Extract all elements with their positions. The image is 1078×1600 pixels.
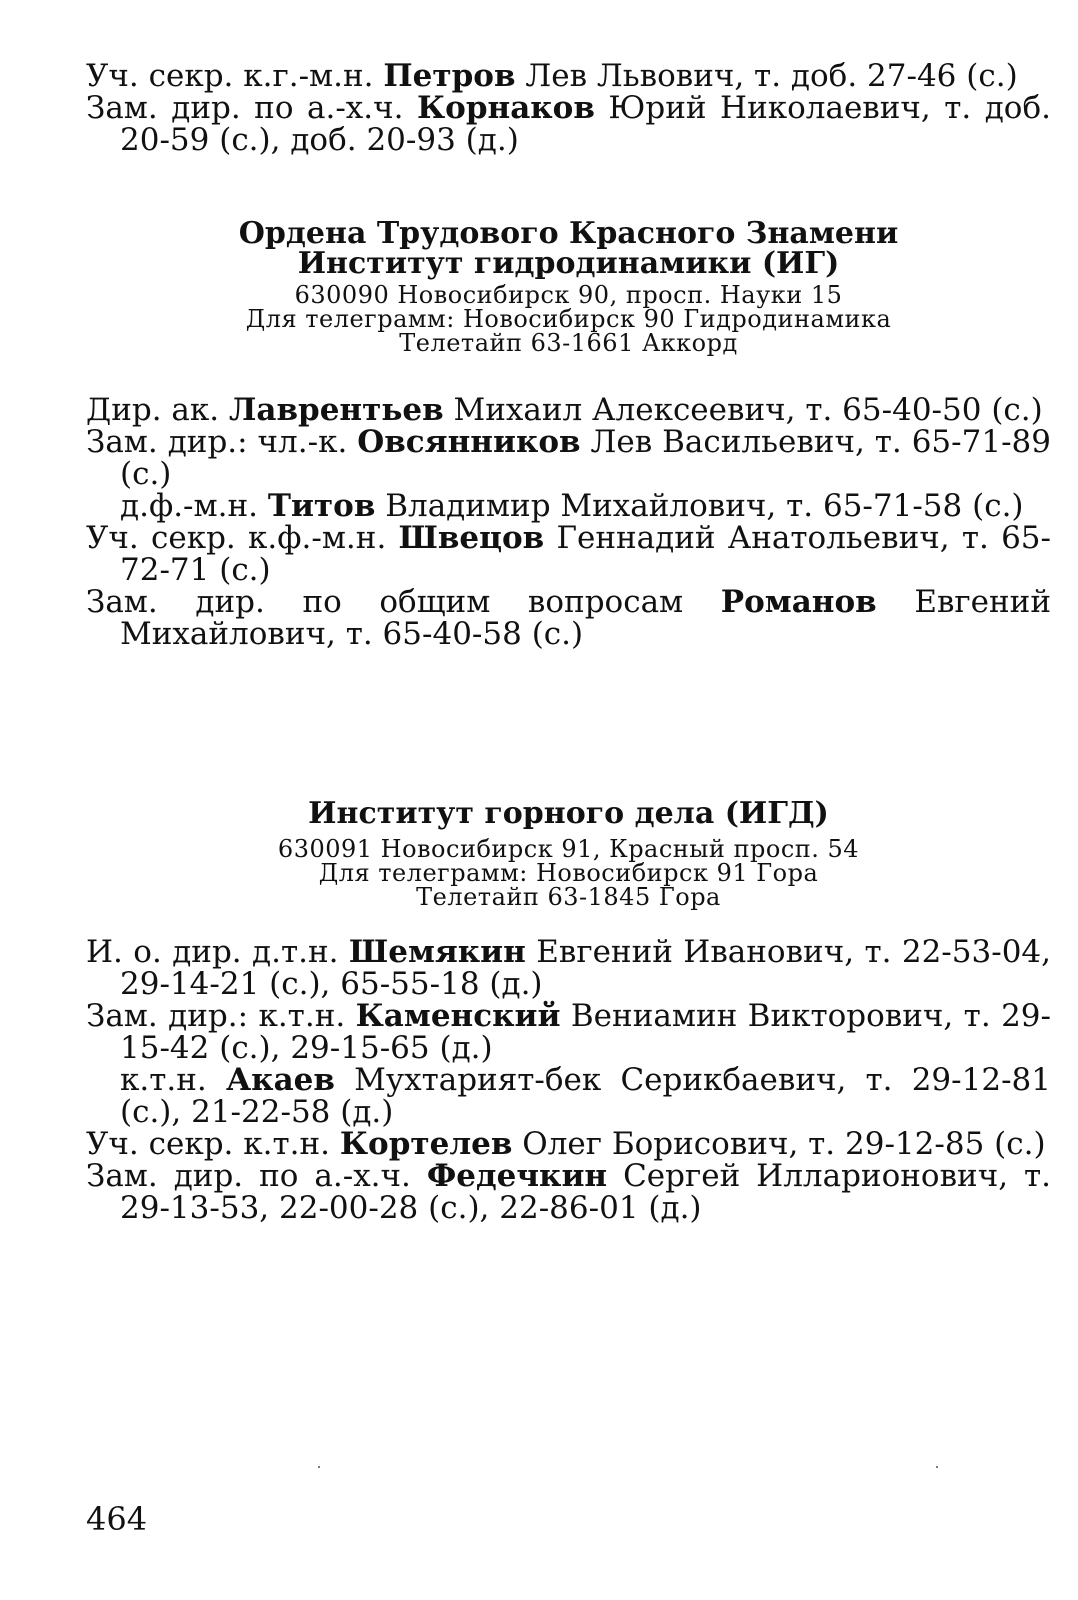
entry-details: Лев Васильевич, т. 65-71-89 (с.) — [120, 424, 1051, 492]
entry-details: Евгений Михайлович, т. 65-40-58 (с.) — [120, 584, 1051, 652]
entry-position: Зам. дир.: к.т.н. — [86, 998, 356, 1034]
entry-surname: Романов — [720, 584, 877, 620]
staff-entry — [86, 936, 1051, 1000]
top-entries — [86, 60, 1051, 156]
entry-surname: Швецов — [398, 520, 545, 556]
page-number: 464 — [86, 1500, 148, 1538]
entry-position: Уч. секр. к.г.-м.н. — [86, 58, 384, 94]
ig-entries — [86, 394, 1051, 650]
entry-position: Зам. дир. по а.-х.ч. — [86, 90, 417, 126]
entry-details: Вениамин Викторович, т. 29-15-42 (с.), 29-15-65 (д.) — [120, 998, 1051, 1066]
institute-address: 630090 Новосибирск 90, просп. Науки 15 — [294, 281, 843, 309]
institute-ig-heading — [86, 216, 1051, 357]
entry-position: И. о. дир. д.т.н. — [86, 934, 349, 970]
entry-position: к.т.н. — [120, 1062, 226, 1098]
staff-entry — [86, 1128, 1051, 1160]
entry-position: Зам. дир. по общим вопросам — [86, 584, 721, 620]
entry-surname: Кортелев — [339, 1126, 513, 1162]
entry-position: Уч. секр. к.т.н. — [86, 1126, 340, 1162]
entry-surname: Петров — [383, 58, 516, 94]
institute-telegram: Для телеграмм: Новосибирск 90 Гидродинамика — [245, 305, 892, 333]
entry-position: д.ф.-м.н. — [120, 488, 268, 524]
print-speck — [318, 1466, 320, 1468]
staff-entry — [86, 426, 1051, 490]
entry-details: Юрий Николаевич, т. доб. 20-59 (с.), доб. 20-93 (д.) — [120, 90, 1051, 158]
staff-entry — [86, 92, 1051, 156]
entry-surname: Лаврентьев — [228, 392, 444, 428]
entry-position: Зам. дир.: чл.-к. — [86, 424, 358, 460]
entry-details: Евгений Иванович, т. 22-53-04, 29-14-21 (с.), 65-55-18 (д.) — [120, 934, 1051, 1002]
entry-surname: Акаев — [225, 1062, 335, 1098]
entry-details: Мухтарият-бек Серикбаевич, т. 29-12-81 (с.), 21-22-58 (д.) — [120, 1062, 1051, 1130]
institute-address: 630091 Новосибирск 91, Красный просп. 54 — [277, 835, 860, 863]
entry-position: Зам. дир. по а.-х.ч. — [86, 1158, 427, 1194]
institute-title: Ордена Трудового Красного Знамени — [238, 216, 899, 251]
entry-position: Уч. секр. к.ф.-м.н. — [86, 520, 399, 556]
staff-entry — [86, 60, 1051, 92]
entry-surname: Шемякин — [348, 934, 526, 970]
entry-surname: Корнаков — [416, 90, 595, 126]
institute-title: Институт горного дела (ИГД) — [308, 796, 829, 831]
staff-entry — [86, 394, 1051, 426]
institute-title: Институт гидродинамики (ИГ) — [297, 246, 840, 281]
institute-teletype: Телетайп 63-1661 Аккорд — [399, 329, 738, 357]
entry-details: Владимир Михайлович, т. 65-71-58 (с.) — [375, 488, 1024, 524]
staff-entry — [86, 1160, 1051, 1224]
institute-igd-heading — [86, 796, 1051, 911]
institute-telegram: Для телеграмм: Новосибирск 91 Гора — [318, 859, 819, 887]
institute-teletype: Телетайп 63-1845 Гора — [416, 883, 721, 911]
entry-details: Михаил Алексеевич, т. 65-40-50 (с.) — [443, 392, 1043, 428]
igd-entries — [86, 936, 1051, 1224]
entry-surname: Овсянников — [357, 424, 581, 460]
staff-entry — [86, 586, 1051, 650]
staff-entry — [86, 522, 1051, 586]
entry-details: Геннадий Анатольевич, т. 65-72-71 (с.) — [120, 520, 1051, 588]
staff-entry — [86, 1000, 1051, 1064]
entry-details: Сергей Илларионович, т. 29-13-53, 22-00-28 (с.), 22-86-01 (д.) — [120, 1158, 1051, 1226]
entry-surname: Титов — [267, 488, 376, 524]
entry-position: Дир. ак. — [86, 392, 229, 428]
staff-entry — [86, 1064, 1051, 1128]
staff-entry — [86, 490, 1051, 522]
entry-details: Олег Борисович, т. 29-12-85 (с.) — [512, 1126, 1046, 1162]
print-speck — [936, 1466, 938, 1468]
entry-surname: Федечкин — [426, 1158, 608, 1194]
entry-details: Лев Львович, т. доб. 27-46 (с.) — [515, 58, 1018, 94]
entry-surname: Каменский — [355, 998, 561, 1034]
